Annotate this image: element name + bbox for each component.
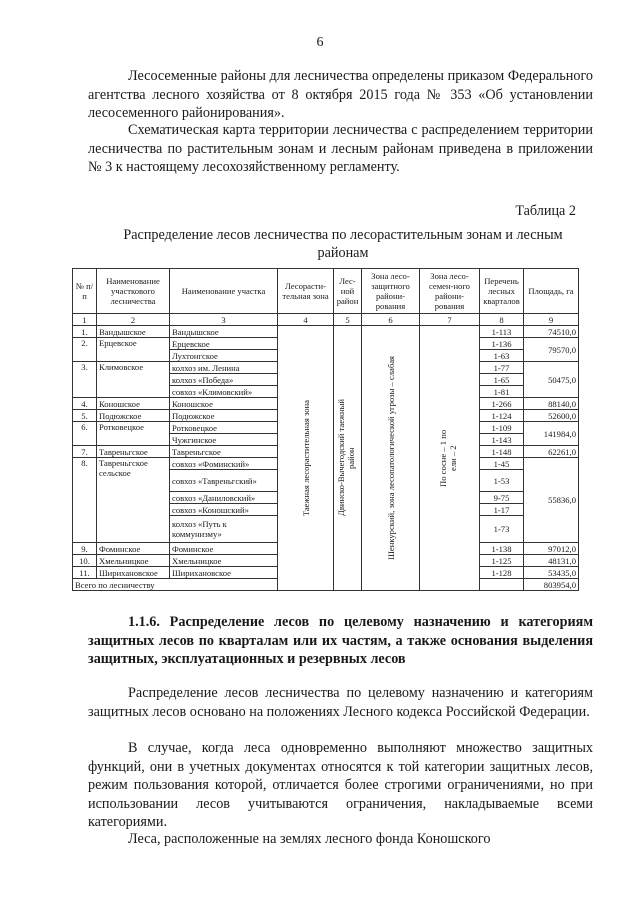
- col-number: 3: [170, 314, 278, 326]
- area: 62261,0: [524, 446, 579, 458]
- site-name: Подюжское: [170, 410, 278, 422]
- area: 74510,0: [524, 326, 579, 338]
- row-number: 10.: [73, 555, 97, 567]
- site-name: Ротковецкое: [170, 422, 278, 434]
- district-name: Ротковецкое: [97, 422, 170, 446]
- table-title: Распределение лесов лесничества по лесорастительным зонам и лесным районам: [123, 227, 563, 261]
- quarters: 1-113: [480, 326, 524, 338]
- table-row: [73, 326, 579, 338]
- quarters: 1-125: [480, 555, 524, 567]
- site-name: Ерцевское: [170, 338, 278, 350]
- quarters: 1-81: [480, 386, 524, 398]
- quarters: 1-128: [480, 567, 524, 579]
- header-quarters: Перечень лесных кварталов: [480, 269, 524, 314]
- site-name: совхоз «Фоминский»: [170, 458, 278, 470]
- header-site: Наименование участка: [170, 269, 278, 314]
- area: 55836,0: [524, 458, 579, 543]
- quarters: 1-73: [480, 516, 524, 543]
- quarters: 1-77: [480, 362, 524, 374]
- table-total-row: [73, 579, 579, 591]
- col-number: 4: [278, 314, 334, 326]
- row-number: 11.: [73, 567, 97, 579]
- seed-zone-cell: По сосне – 1 по ели – 2: [420, 326, 480, 591]
- col-number: 8: [480, 314, 524, 326]
- site-name: совхоз «Даниловский»: [170, 492, 278, 504]
- quarters: 1-266: [480, 398, 524, 410]
- row-number: 4.: [73, 398, 97, 410]
- column-number-row: [73, 314, 579, 326]
- header-seed-zone: Зона лесо-семен-ного райони-рования: [420, 269, 480, 314]
- site-name: Тавреньгское: [170, 446, 278, 458]
- col-number: 2: [97, 314, 170, 326]
- total-area: 803954,0: [524, 579, 579, 591]
- area: 50475,0: [524, 362, 579, 398]
- quarters: 1-143: [480, 434, 524, 446]
- district-name: Подюжское: [97, 410, 170, 422]
- district-name: Хмельницкое: [97, 555, 170, 567]
- protection-zone-cell: Шенкурский, зона лесопатологической угрозы – слабая: [362, 326, 420, 591]
- row-number: 1.: [73, 326, 97, 338]
- quarters: 1-17: [480, 504, 524, 516]
- table-label: Таблица 2: [515, 203, 576, 219]
- zone-cell: Таежная лесорастительная зона: [278, 326, 334, 591]
- site-name: Фоминское: [170, 543, 278, 555]
- district-name: Тавреньгское сельское: [97, 458, 170, 543]
- site-name: совхоз «Климовский»: [170, 386, 278, 398]
- row-number: 8.: [73, 458, 97, 543]
- paragraph-forests-located: Леса, расположенные на землях лесного фонда Коношского: [128, 831, 491, 847]
- area: 79570,0: [524, 338, 579, 362]
- col-number: 6: [362, 314, 420, 326]
- quarters: 1-136: [480, 338, 524, 350]
- site-name: колхоз «Путь к коммунизму»: [170, 516, 278, 543]
- area: 53435,0: [524, 567, 579, 579]
- col-number: 1: [73, 314, 97, 326]
- col-number: 9: [524, 314, 579, 326]
- district-name: Фоминское: [97, 543, 170, 555]
- header-forest-region: Лес-ной район: [334, 269, 362, 314]
- site-name: совхоз «Коношский»: [170, 504, 278, 516]
- total-label: Всего по лесничеству: [73, 579, 524, 591]
- district-name: Вандышское: [97, 326, 170, 338]
- quarters: 1-65: [480, 374, 524, 386]
- site-name: колхоз им. Ленина: [170, 362, 278, 374]
- area: 52600,0: [524, 410, 579, 422]
- site-name: Шириxановское: [170, 567, 278, 579]
- district-name: Коношское: [97, 398, 170, 410]
- row-number: 7.: [73, 446, 97, 458]
- site-name: совхоз «Тавреньгский»: [170, 470, 278, 492]
- row-number: 6.: [73, 422, 97, 446]
- site-name: Хмельницкое: [170, 555, 278, 567]
- quarters: 1-109: [480, 422, 524, 434]
- paragraph-protective-functions: В случае, когда леса одновременно выполняют множество защитных функций, они в учетных документах относятся к той категории защитных лесов, режим пользования которой, отличается более строгими ограничениями, но при использовании лесов учитываются ограничения, накладываемые всеми категориями.: [88, 740, 593, 830]
- forest-region-cell: Двинско-Вычегодский таежный район: [334, 326, 362, 591]
- header-num: № п/п: [73, 269, 97, 314]
- paragraph-schematic-map: Схематическая карта территории лесничества с распределением территории лесничества по растительным зонам и лесным районам приведена в приложении № 3 к настоящему лесохозяйственному регламенту.: [88, 122, 593, 175]
- quarters: 1-45: [480, 458, 524, 470]
- site-name: Коношское: [170, 398, 278, 410]
- table-header-row: [73, 269, 579, 314]
- area: 141984,0: [524, 422, 579, 446]
- area: 48131,0: [524, 555, 579, 567]
- site-name: колхоз «Победа»: [170, 374, 278, 386]
- header-area: Площадь, га: [524, 269, 579, 314]
- col-number: 5: [334, 314, 362, 326]
- col-number: 7: [420, 314, 480, 326]
- site-name: Лухтонгское: [170, 350, 278, 362]
- quarters: 1-53: [480, 470, 524, 492]
- row-number: 9.: [73, 543, 97, 555]
- header-zone: Лесорасти-тельная зона: [278, 269, 334, 314]
- district-name: Шиpихановское: [97, 567, 170, 579]
- row-number: 5.: [73, 410, 97, 422]
- paragraph-distribution: Распределение лесов лесничества по целевому назначению и категориям защитных лесов основано на положениях Лесного кодекса Российской Федерации.: [88, 685, 593, 720]
- row-number: 2.: [73, 338, 97, 362]
- quarters: 9-75: [480, 492, 524, 504]
- district-name: Климовское: [97, 362, 170, 398]
- header-district: Наименование участкового лесничества: [97, 269, 170, 314]
- quarters: 1-148: [480, 446, 524, 458]
- row-number: 3.: [73, 362, 97, 398]
- page-number: 6: [316, 35, 324, 50]
- quarters: 1-124: [480, 410, 524, 422]
- area: 97012,0: [524, 543, 579, 555]
- site-name: Вандышское: [170, 326, 278, 338]
- forest-distribution-table: [72, 268, 579, 591]
- section-heading: 1.1.6. Распределение лесов по целевому назначению и категориям защитных лесов по кварталам или их частям, а также основания выделения защитных, эксплуатационных и резервных лесов: [88, 614, 593, 667]
- area: 88140,0: [524, 398, 579, 410]
- district-name: Ерцевское: [97, 338, 170, 362]
- quarters: 1-63: [480, 350, 524, 362]
- header-protection-zone: Зона лесо-защитного райони-рования: [362, 269, 420, 314]
- district-name: Тавреньгское: [97, 446, 170, 458]
- paragraph-seed-regions: Лесосеменные районы для лесничества определены приказом Федерального агентства лесного хозяйства от 8 октября 2015 года № 353 «Об установлении лесосеменного районирования».: [88, 68, 593, 121]
- quarters: 1-138: [480, 543, 524, 555]
- site-name: Чужгинское: [170, 434, 278, 446]
